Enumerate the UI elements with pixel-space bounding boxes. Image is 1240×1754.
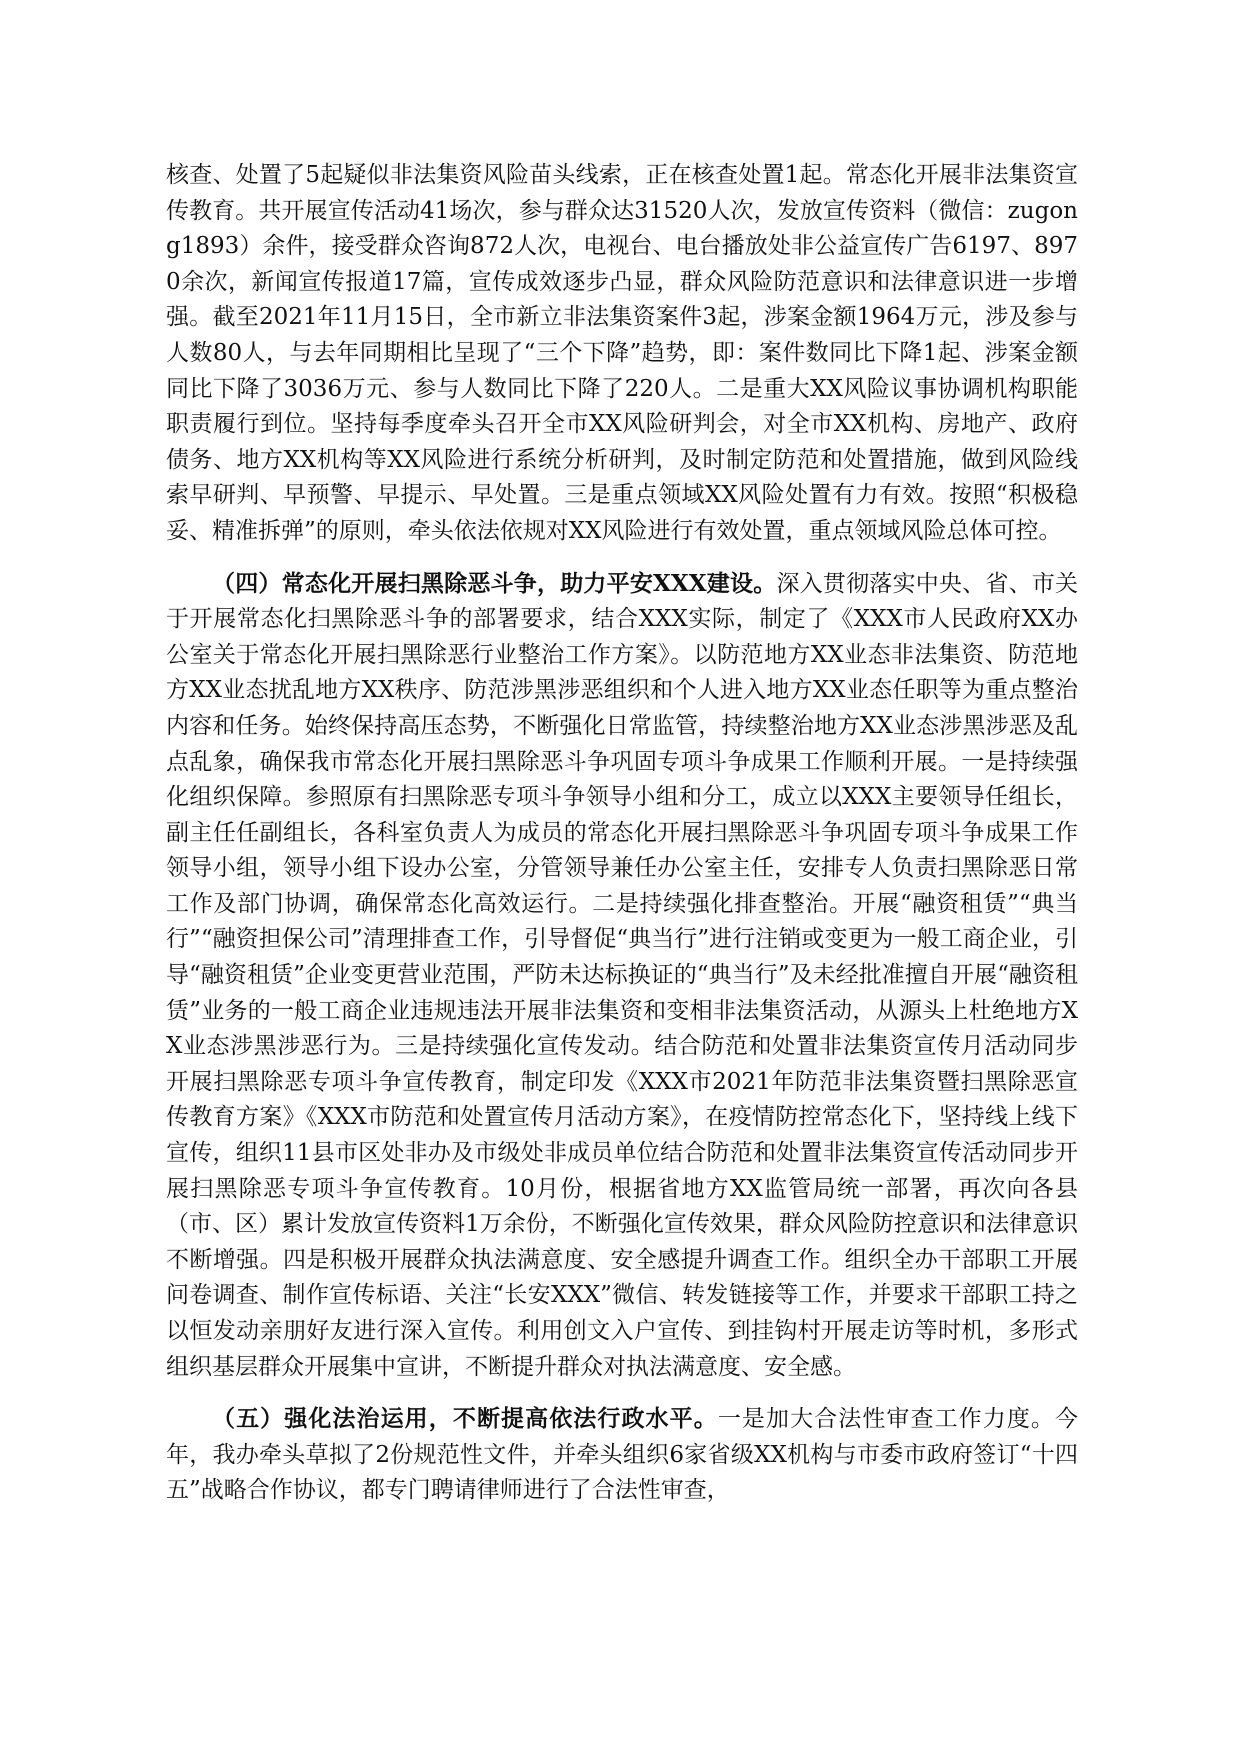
- paragraph-1-text: 核查、处置了5起疑似非法集资风险苗头线索，正在核查处置1起。常态化开展非法集资宣传教育。共开展宣传活动41场次，参与群众达31520人次，发放宣传资料（微信：zugong1893）余件，接受群众咨询872人次，电视台、电台播放处非公益宣传广告6197、8970余次，新闻宣传报道17篇，宣传成效逐步凸显，群众风险防范意识和法律意识进一步增强。截至2021年11月15日，全市新立非法集资案件3起，涉案金额1964万元，涉及参与人数80人，与去年同期相比呈现了“三个下降”趋势，即：案件数同比下降1起、涉案金额同比下降了3036万元、参与人数同比下降了220人。二是重大XX风险议事协调机构职能职责履行到位。坚持每季度牵头召开全市XX风险研判会，对全市XX机构、房地产、政府债务、地方XX机构等XX风险进行系统分析研判，及时制定防范和处置措施，做到风险线索早研判、早预警、早提示、早处置。三是重点领域XX风险处置有力有效。按照“积极稳妥、精准拆弹”的原则，牵头依法依规对XX风险进行有效处置，重点领域风险总体可控。: [166, 162, 1078, 544]
- paragraph-2: [166, 566, 1078, 1386]
- paragraph-2-text: 深入贯彻落实中央、省、市关于开展常态化扫黑除恶斗争的部署要求，结合XXX实际，制定了《XXX市人民政府XX办公室关于常态化开展扫黑除恶行业整治工作方案》。以防范地方XX业态非法集资、防范地方XX业态扰乱地方XX秩序、防范涉黑涉恶组织和个人进入地方XX业态任职等为重点整治内容和任务。始终保持高压态势，不断强化日常监管，持续整治地方XX业态涉黑涉恶及乱点乱象，确保我市常态化开展扫黑除恶斗争巩固专项斗争成果工作顺利开展。一是持续强化组织保障。参照原有扫黑除恶专项斗争领导小组和分工，成立以XXX主要领导任组长，副主任任副组长，各科室负责人为成员的常态化开展扫黑除恶斗争巩固专项斗争成果工作领导小组，领导小组下设办公室，分管领导兼任办公室主任，安排专人负责扫黑除恶日常工作及部门协调，确保常态化高效运行。二是持续强化排查整治。开展“融资租赁”“典当行”“融资担保公司”清理排查工作，引导督促“典当行”进行注销或变更为一般工商企业，引导“融资租赁”企业变更营业范围，严防未达标换证的“典当行”及未经批准擅自开展“融资租赁”业务的一般工商企业违规违法开展非法集资和变相非法集资活动，从源头上杜绝地方XX业态涉黑涉恶行为。三是持续强化宣传发动。结合防范和处置非法集资宣传月活动同步开展扫黑除恶专项斗争宣传教育，制定印发《XXX市2021年防范非法集资暨扫黑除恶宣传教育方案》《XXX市防范和处置宣传月活动方案》，在疫情防控常态化下，坚持线上线下宣传，组织11县市区处非办及市级处非成员单位结合防范和处置非法集资宣传活动同步开展扫黑除恶专项斗争宣传教育。10月份，根据省地方XX监管局统一部署，再次向各县（市、区）累计发放宣传资料1万余份，不断强化宣传效果，群众风险防控意识和法律意识不断增强。四是积极开展群众执法满意度、安全感提升调查工作。组织全办干部职工开展问卷调查、制作宣传标语、关注“长安XXX”微信、转发链接等工作，并要求干部职工持之以恒发动亲朋好友进行深入宣传。利用创文入户宣传、到挂钩村开展走访等时机，多形式组织基层群众开展集中宣讲，不断提升群众对执法满意度、安全感。: [166, 570, 1078, 1380]
- paragraph-3-heading: （五）强化法治运用，不断提高依法行政水平。: [212, 1405, 718, 1433]
- paragraph-3: [166, 1401, 1078, 1509]
- paragraph-2-heading: （四）常态化开展扫黑除恶斗争，助力平安XXX建设。: [212, 569, 777, 597]
- paragraph-1: [166, 158, 1078, 550]
- document-body: [166, 158, 1078, 1525]
- paragraph-3-text: 一是加大合法性审查工作力度。今年，我办牵头草拟了2份规范性文件，并牵头组织6家省级XX机构与市委市政府签订“十四五”战略合作协议，都专门聘请律师进行了合法性审查，: [166, 1406, 1079, 1504]
